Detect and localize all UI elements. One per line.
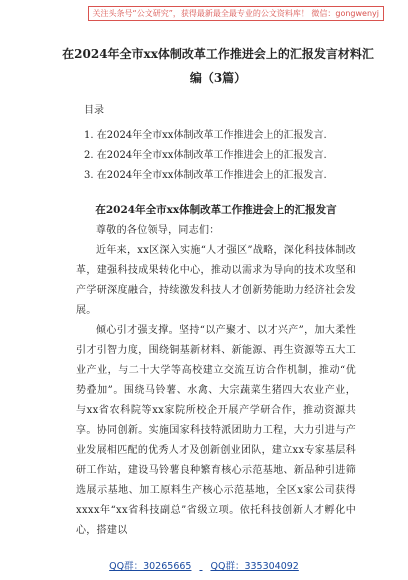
paragraph-1: 近年来，xx区深入实施“人才强区”战略，深化科技体制改革，建强科技成果转化中心，推动以需求为导向的技术攻坚和产学研深度融合，持续激发科技人才创新势能助力经济社会发展。 [76,245,356,316]
toc-item-3[interactable]: 3. 在2024年全市xx体制改革工作推进会上的汇报发言. [84,170,327,181]
qq-group-link-2[interactable]: QQ群：335304092 [210,561,299,572]
footer-links [0,558,408,572]
qq-group-link-1[interactable]: QQ群：30265665 [109,561,192,572]
toc-item-2[interactable]: 2. 在2024年全市xx体制改革工作推进会上的汇报发言. [84,150,327,161]
paragraph-2: 倾心引才强支撑。坚持“以产聚才、以才兴产”，加大柔性引才引智力度，围绕铜基新材料、新能源、再生资源等五大工业产业，与二十大学等高校建立交流互访合作机制，推动“优势叠加”。围绕马铃薯、水禽、大宗蔬菜生猪四大农业产业，与xx省农科院等xx家院所校企开展产学研合作，推动资源共享。协同创新。实施国家科技特派团助力工程，大力引进与产业发展相匹配的优秀人才及创新创业团队，建立xx专家基层科研工作站，建设马铃薯良种繁育核心示范基地、新品种引进筛选展示基地、加工原料生产核心示范基地，全区x家公司获得xxxx年“xx省科技副总”省级立项。依托科技创新人才孵化中心，搭建以 [76,325,356,536]
document-title: 在2024年全市xx体制改革工作推进会上的汇报发言材料汇编（3篇） [62,47,374,85]
toc-heading: 目录 [84,105,104,116]
promo-banner: 关注头条号“公文研究”，获得最新最全最专业的公文资料库！ 微信：gongwenyj [88,6,384,21]
document-page [62,42,374,541]
toc-item-1[interactable]: 1. 在2024年全市xx体制改革工作推进会上的汇报发言. [84,130,327,141]
section-title: 在2024年全市xx体制改革工作推进会上的汇报发言 [95,204,337,216]
greeting: 尊敬的各位领导，同志们： [96,225,220,236]
